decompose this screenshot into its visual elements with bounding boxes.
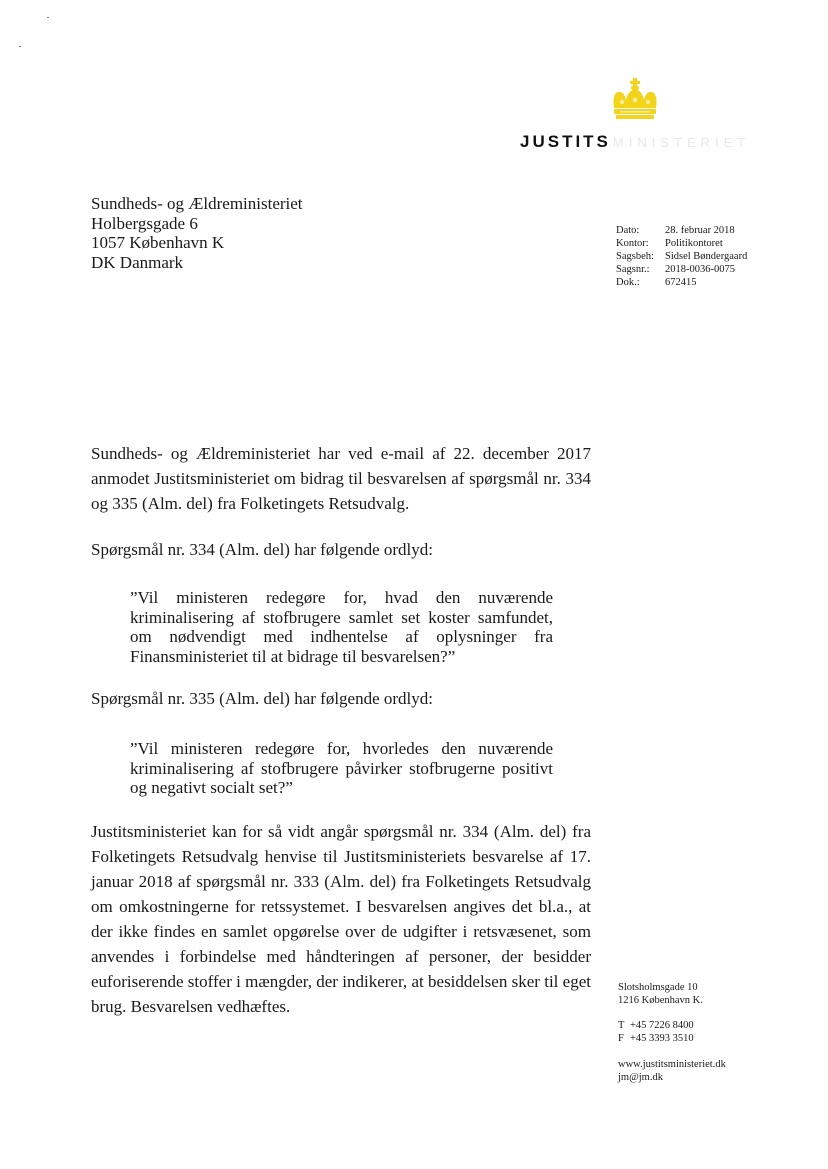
- meta-label: Sagsbeh:: [616, 251, 654, 262]
- recipient-line: DK Danmark: [91, 252, 184, 272]
- quote-question-335: ”Vil ministeren redegøre for, hvorledes den nuværende kriminalisering af stofbrugere påvirker stofbrugerne positivt og negativt socialt set?”: [130, 739, 553, 797]
- meta-value: 2018-0036-0075: [665, 264, 735, 275]
- website-link[interactable]: www.justitsministeriet.dk: [618, 1059, 726, 1070]
- footer-street: Slotsholmsgade 10: [618, 982, 698, 993]
- meta-row-date: [616, 224, 747, 237]
- meta-row-office: [616, 237, 747, 250]
- meta-value: 672415: [665, 277, 697, 288]
- meta-label: Kontor:: [616, 238, 649, 249]
- meta-label: Dato:: [616, 225, 640, 236]
- recipient-line: 1057 København K: [91, 233, 225, 252]
- email-link[interactable]: jm@jm.dk: [618, 1072, 663, 1083]
- footer-web-block: [618, 1058, 726, 1084]
- logo-text-light: MINISTERIET: [612, 135, 751, 150]
- meta-value: Sidsel Bøndergaard: [665, 251, 748, 262]
- phone-number: +45 7226 8400: [630, 1020, 694, 1031]
- meta-row-document: [616, 276, 747, 289]
- meta-row-case-handler: [616, 250, 747, 263]
- document-metadata: [616, 224, 747, 289]
- phone-label: T: [618, 1020, 625, 1031]
- paragraph-question-334-heading: Spørgsmål nr. 334 (Alm. del) har følgende ordlyd:: [91, 540, 433, 559]
- logo-wordmark: [520, 132, 750, 152]
- meta-row-case-number: [616, 263, 747, 276]
- recipient-line: Holbergsgade 6: [91, 213, 198, 233]
- meta-value: 28. februar 2018: [665, 225, 735, 236]
- paragraph-question-335-heading: Spørgsmål nr. 335 (Alm. del) har følgende ordlyd:: [91, 689, 433, 708]
- scan-speck: [19, 46, 21, 47]
- footer-city: 1216 København K.: [618, 995, 703, 1006]
- meta-label: Dok.:: [616, 277, 640, 288]
- quote-question-334: ”Vil ministeren redegøre for, hvad den nuværende kriminalisering af stofbrugere samlet set koster samfundet, om nødvendigt med indhentelse af oplysninger fra Finansministeriet til at bidrage til besvarelsen?”: [130, 588, 553, 666]
- recipient-line: Sundheds- og Ældreministeriet: [91, 194, 303, 213]
- meta-label: Sagsnr.:: [616, 264, 650, 275]
- meta-value: Politikontoret: [665, 238, 723, 249]
- fax-label: F: [618, 1033, 624, 1044]
- recipient-address: [91, 194, 303, 272]
- paragraph-intro: Sundheds- og Ældreministeriet har ved e-mail af 22. december 2017 anmodet Justitsministeriet om bidrag til besvarelsen af spørgsmål nr. 334 og 335 (Alm. del) fra Folketingets Retsudvalg.: [91, 444, 591, 513]
- ministry-logo: [518, 78, 758, 158]
- footer-phone-row: [618, 1019, 694, 1032]
- fax-number: +45 3393 3510: [630, 1033, 694, 1044]
- paragraph-answer: Justitsministeriet kan for så vidt angår spørgsmål nr. 334 (Alm. del) fra Folketingets Retsudvalg henvise til Justitsministeriets besvarelse af 17. januar 2018 af spørgsmål nr. 333 (Alm. del) fra Folketingets Retsudvalg om omkostningerne for retssystemet. I besvarelsen angives det bl.a., at der ikke findes en samlet opgørelse over de udgifter i retsvæsenet, som anvendes i forbindelse med håndteringen af personer, der besidder euforiserende stoffer i mængder, der indikerer, at besiddelsen sker til eget brug. Besvarelsen vedhæftes.: [91, 822, 591, 1016]
- footer-address: [618, 981, 703, 1007]
- crown-icon: [610, 78, 660, 122]
- footer-fax-row: [618, 1032, 694, 1045]
- logo-text-bold: JUSTITS: [520, 132, 611, 151]
- scan-speck: [47, 17, 49, 18]
- footer-phone-block: [618, 1019, 694, 1045]
